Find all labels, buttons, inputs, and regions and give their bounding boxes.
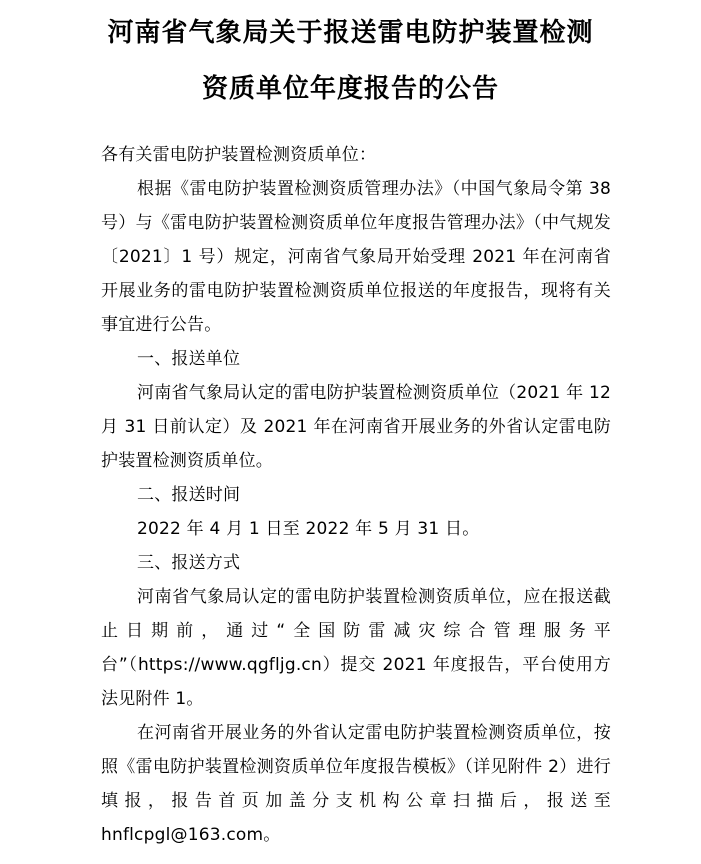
salutation: 各有关雷电防护装置检测资质单位： (101, 145, 377, 165)
section-2-heading: 二、报送时间 (137, 485, 241, 505)
section-1-heading: 一、报送单位 (137, 349, 241, 369)
section-2-paragraph: 2022 年 4 月 1 日至 2022 年 5 月 31 日。 (137, 519, 480, 539)
section-3-paragraph-2: 在河南省开展业务的外省认定雷电防护装置检测资质单位，按照《雷电防护装置检测资质单位年度报告模板》（详见附件 2）进行填报，报告首页加盖分支机构公章扫描后，报送至 hnflcpgl@163.com。 (101, 723, 611, 845)
section-3-heading: 三、报送方式 (137, 553, 241, 573)
document-title-line-2: 资质单位年度报告的公告 (201, 74, 499, 104)
document-body (101, 138, 611, 852)
section-3-paragraph-1: 河南省气象局认定的雷电防护装置检测资质单位，应在报送截止日期前，通过“全国防雷减灾综合管理服务平台”（https://www.qgfljg.cn）提交 2021 年度报告，平台使用方法见附件 1。 (101, 587, 611, 709)
section-1-paragraph: 河南省气象局认定的雷电防护装置检测资质单位（2021 年 12 月 31 日前认定）及 2021 年在河南省开展业务的外省认定雷电防护装置检测资质单位。 (101, 383, 611, 471)
document-title-line-1: 河南省气象局关于报送雷电防护装置检测 (107, 18, 594, 48)
intro-paragraph: 根据《雷电防护装置检测资质管理办法》（中国气象局令第 38 号）与《雷电防护装置检测资质单位年度报告管理办法》（中气规发〔2021〕1 号）规定，河南省气象局开始受理 2021 年在河南省开展业务的雷电防护装置检测资质单位报送的年度报告，现将有关事宜进行公告。 (101, 179, 611, 335)
